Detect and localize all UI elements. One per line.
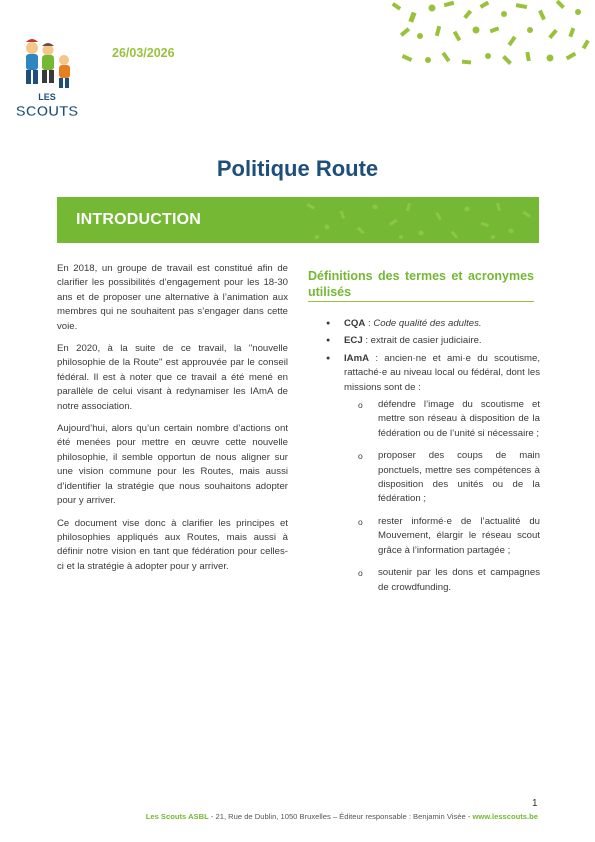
introduction-text — [57, 262, 288, 582]
definition-item — [326, 334, 540, 348]
les-scouts-logo — [14, 36, 80, 126]
logo-text-les: LES — [38, 92, 56, 102]
intro-paragraph: Ce document vise donc à clarifier les principes et philosophies appliqués aux Routes, mais aussi à définir notre vision en tant que fédération pour celles-ci et la stratégie à adopter pour y arriver. — [57, 517, 288, 572]
definition-term: CQA — [344, 318, 366, 329]
definition-term: IAmA — [344, 352, 370, 364]
mission-item: o défendre l’image du scoutisme et mettre son réseau à disposition de la fédération ou de l’unité si nécessaire ; — [344, 398, 540, 441]
definition-term: ECJ — [344, 335, 363, 347]
page-number: 1 — [532, 798, 538, 809]
banner-confetti-decoration — [297, 197, 539, 243]
intro-paragraph: Aujourd’hui, alors qu’un certain nombre d’actions ont été menées pour mettre en œuvre cette nouvelle philosophie, il semble opportun de nous aligner sur une vision commune pour les Routes, mais aussi d’identifier la stratégie que nous souhaitons adopter pour y arriver. — [57, 423, 288, 507]
definition-item — [326, 352, 540, 595]
page-title: Politique Route — [216, 156, 379, 181]
definition-separator: : — [365, 318, 374, 329]
logo-figures — [26, 39, 70, 88]
definition-text: extrait de casier judiciaire. — [370, 335, 482, 347]
section-banner — [57, 197, 539, 243]
mission-item: o rester informé·e de l’actualité du Mouvement, élargir le réseau scout grâce à l’information partagée ; — [344, 515, 540, 558]
confetti-decoration — [380, 0, 595, 78]
definitions-heading: Définitions des termes et acronymes utilisés — [308, 268, 534, 302]
definition-item — [326, 317, 540, 331]
definition-separator: : — [362, 335, 371, 347]
mission-item: o proposer des coups de main ponctuels, mettre ses compétences à disposition des unités ou de la fédération ; — [344, 449, 540, 507]
document-date: 26/03/2026 — [112, 46, 175, 60]
definition-text: Code qualité des adultes. — [373, 318, 482, 329]
mission-item: o soutenir par les dons et campagnes de crowdfunding. — [344, 566, 540, 595]
footer-website-link[interactable]: www.lesscouts.be — [472, 812, 538, 821]
footer-address: - 21, Rue de Dublin, 1050 Bruxelles – Éditeur responsable : Benjamin Visée - — [208, 812, 473, 821]
footer-organisation: Les Scouts ASBL — [145, 812, 209, 821]
intro-paragraph: En 2018, un groupe de travail est constitué afin de clarifier les possibilités d’engagement pour les 18-30 ans et de proposer une alternative à l’animation aux membres qui ne souhaitent pas s’engager dans cette voie. — [57, 263, 288, 332]
definitions-list — [326, 317, 540, 603]
definition-separator: : — [369, 352, 385, 364]
iama-missions-list — [344, 398, 540, 595]
section-heading: INTRODUCTION — [76, 211, 202, 228]
intro-paragraph: En 2020, à la suite de ce travail, la "nouvelle philosophie de la Route" est approuvée par le conseil fédéral. Il est à noter que ce travail a été mené en parallèle de celui visant à redynamiser les IAmA de notre association. — [57, 343, 288, 412]
page-footer — [0, 812, 538, 821]
definition-text: ancien·ne et ami·e du scoutisme, rattaché·e au niveau local ou fédéral, dont les missions sont de : — [344, 352, 541, 393]
logo-text-scouts: SCOUTS — [15, 103, 79, 120]
